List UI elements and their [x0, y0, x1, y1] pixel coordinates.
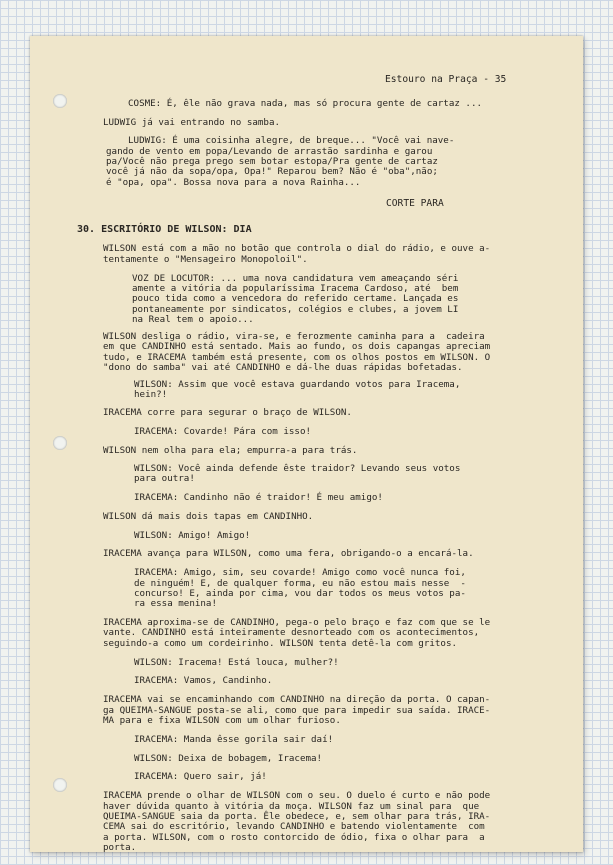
dialogue-line: para outra!: [134, 473, 195, 485]
dialogue-line: é "opa, opa". Bossa nova para a nova Rainha...: [106, 176, 361, 188]
action-line: WILSON dá mais dois tapas em CANDINHO.: [103, 510, 314, 522]
dialogue-line: hein?!: [134, 389, 168, 401]
action-line: CEMA sai do escritório, levando CANDINHO e batendo violentamente com: [103, 821, 485, 833]
dialogue-line: IRACEMA: Amigo, sim, seu covarde! Amigo como você nunca foi,: [134, 567, 466, 579]
action-line: LUDWIG já vai entrando no samba.: [103, 117, 281, 129]
action-line: QUEIMA-SANGUE saia da porta. Êle obedece, e, sem olhar para trás, IRA-: [103, 810, 491, 822]
action-line: em que CANDINHO está sentado. Mais ao fundo, os dois capangas apreciam: [103, 341, 491, 353]
dialogue-line: pouco tida como a vencedora do referido certame. Lançada es: [132, 293, 459, 305]
transition: CORTE PARA: [386, 198, 444, 210]
running-title: Estouro na Praça - 35: [385, 74, 507, 85]
action-line: vante. CANDINHO está inteiramente desnorteado com os acontecimentos,: [103, 627, 480, 639]
script-page: [30, 36, 583, 852]
action-line: WILSON nem olha para ela; empurra-a para trás.: [103, 444, 358, 456]
dialogue-line: WILSON: Deixa de bobagem, Iracema!: [134, 752, 323, 764]
dialogue-line: pontaneamente por sindicatos, colégios e clubes, a jovem LI: [132, 303, 459, 315]
action-line: ga QUEIMA-SANGUE posta-se ali, como que para impedir sua saída. IRACE-: [103, 704, 491, 716]
paper-sheet: [30, 36, 583, 852]
dialogue-line: gando de vento em popa/Levando de arrastão sardinha e garou: [106, 145, 433, 157]
dialogue-line: VOZ DE LOCUTOR: ... uma nova candidatura vem ameaçando séri: [132, 272, 459, 284]
dialogue-line: ra essa menina!: [134, 598, 217, 610]
action-line: MA para e fixa WILSON com um olhar furioso.: [103, 714, 341, 726]
dialogue-line: na Real tem o apoio...: [132, 314, 254, 325]
action-line: tudo, e IRACEMA também está presente, com os olhos postos em WILSON. O: [103, 351, 491, 363]
dialogue-line: você já não da sopa/opa, Opa!" Reparou bem? Não é "oba",não;: [106, 166, 438, 178]
dialogue-line: pa/Você não prega prego sem botar estopa/Pra gente de cartaz: [106, 155, 438, 167]
action-line: haver dúvida quanto à vitória da moça. WILSON faz um sinal para que: [103, 800, 480, 812]
dialogue-line: WILSON: Iracema! Está louca, mulher?!: [134, 656, 339, 668]
dialogue-line: WILSON: Amigo! Amigo!: [134, 529, 251, 541]
dialogue-line: IRACEMA: Quero sair, já!: [134, 771, 267, 783]
dialogue-line: IRACEMA: Manda êsse gorila sair daí!: [134, 733, 334, 745]
action-line: seguindo-a como um cordeirinho. WILSON tenta detê-la com gritos.: [103, 637, 458, 649]
action-line: porta.: [103, 842, 137, 853]
dialogue-line: WILSON: Você ainda defende êste traidor? Levando seus votos: [134, 462, 461, 474]
dialogue-line: IRACEMA: Vamos, Candinho.: [134, 675, 273, 687]
action-line: IRACEMA aproxima-se de CANDINHO, pega-o pelo braço e faz com que se le: [103, 617, 491, 629]
dialogue-line: WILSON: Assim que você estava guardando votos para Iracema,: [134, 378, 461, 390]
dialogue-line: amente a vitória da popularíssima Iracema Cardoso, até bem: [132, 282, 459, 294]
dialogue-line: IRACEMA: Covarde! Pára com isso!: [134, 426, 312, 437]
dialogue-line: concurso! E, ainda por cima, vou dar todos os meus votos pa-: [134, 587, 466, 599]
action-line: IRACEMA corre para segurar o braço de WILSON.: [103, 407, 352, 419]
action-line: WILSON desliga o rádio, vira-se, e ferozmente caminha para a cadeira: [103, 330, 485, 342]
action-line: tentamente o "Mensageiro Monopoloil".: [103, 253, 308, 265]
dialogue-line: COSME: É, êle não grava nada, mas só procura gente de cartaz ...: [128, 97, 483, 109]
action-line: IRACEMA vai se encaminhando com CANDINHO na direção da porta. O capan-: [103, 694, 491, 706]
action-line: IRACEMA prende o olhar de WILSON com o seu. O duelo é curto e não pode: [103, 790, 491, 802]
dialogue-line: de ninguém! E, de qualquer forma, eu não estou mais nesse -: [134, 577, 466, 589]
action-line: WILSON está com a mão no botão que controla o dial do rádio, e ouve a-: [103, 243, 491, 255]
dialogue-line: LUDWIG: É uma coisinha alegre, de breque... "Você vai nave-: [128, 135, 455, 147]
action-line: "dono do samba" vai até CANDINHO e dá-lhe duas rápidas bofetadas.: [103, 362, 463, 373]
action-line: a porta. WILSON, com o rosto contorcido de ódio, fixa o olhar para a: [103, 831, 485, 843]
scene-heading: 30. ESCRITÓRIO DE WILSON: DIA: [77, 223, 252, 235]
action-line: IRACEMA avança para WILSON, como uma fera, obrigando-o a encará-la.: [103, 548, 474, 560]
dialogue-line: IRACEMA: Candinho não é traidor! É meu amigo!: [134, 491, 383, 503]
